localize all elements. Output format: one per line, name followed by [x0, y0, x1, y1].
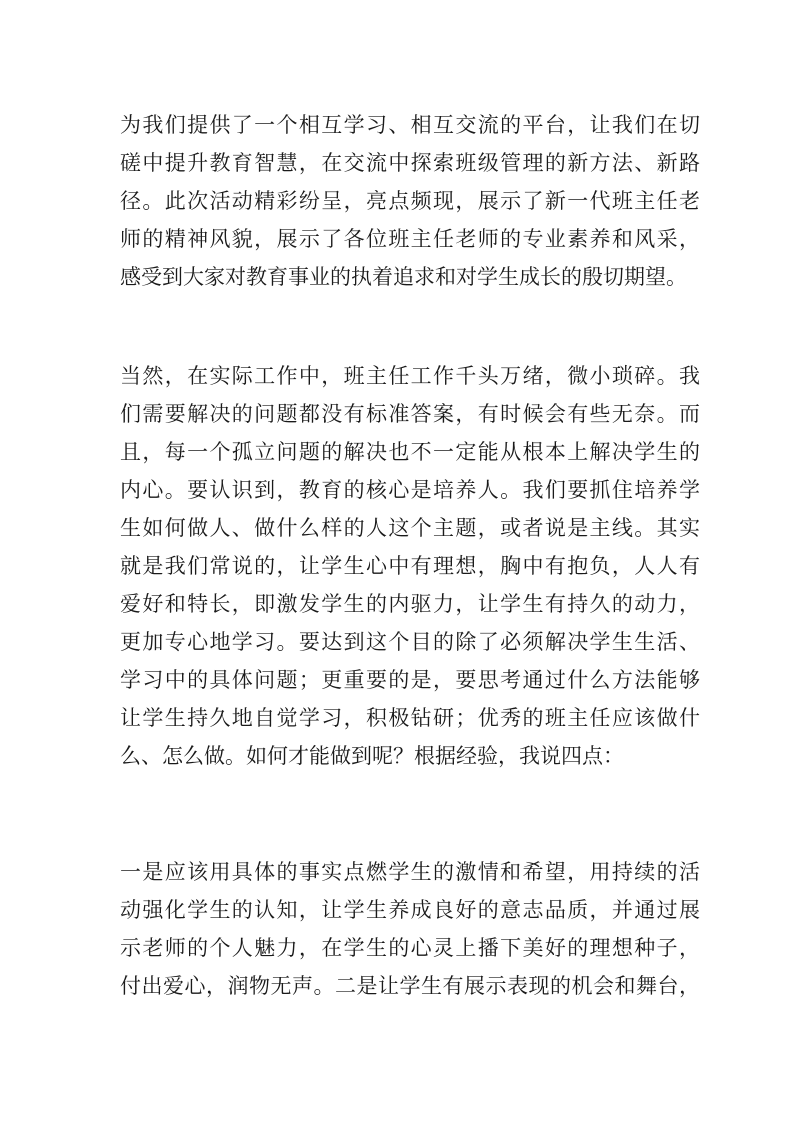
paragraph-work-challenges	[120, 357, 700, 775]
text-line: 们需要解决的问题都没有标准答案，有时候会有些无奈。而	[120, 402, 700, 426]
text-line: 示老师的个人魅力，在学生的心灵上播下美好的理想种子，	[120, 936, 700, 960]
text-line: 一是应该用具体的事实点燃学生的激情和希望，用持续的活	[120, 860, 700, 884]
text-line: 动强化学生的认知，让学生养成良好的意志品质，并通过展	[120, 898, 700, 922]
text-line: 且，每一个孤立问题的解决也不一定能从根本上解决学生的	[120, 440, 700, 464]
text-line: 么、怎么做。如何才能做到呢？根据经验，我说四点：	[120, 744, 624, 768]
text-line: 感受到大家对教育事业的执着追求和对学生成长的殷切期望。	[120, 265, 687, 289]
text-line: 师的精神风貌，展示了各位班主任老师的专业素养和风采，	[120, 227, 700, 251]
text-line: 径。此次活动精彩纷呈，亮点频现，展示了新一代班主任老	[120, 189, 700, 213]
text-line: 当然，在实际工作中，班主任工作千头万绪，微小琐碎。我	[120, 364, 700, 388]
text-line: 就是我们常说的，让学生心中有理想，胸中有抱负，人人有	[120, 554, 700, 578]
text-line: 爱好和特长，即激发学生的内驱力，让学生有持久的动力，	[120, 592, 700, 616]
text-line: 付出爱心，润物无声。二是让学生有展示表现的机会和舞台，	[120, 974, 700, 998]
text-line: 内心。要认识到，教育的核心是培养人。我们要抓住培养学	[120, 478, 700, 502]
paragraph-activity-summary	[120, 106, 700, 296]
text-line: 为我们提供了一个相互学习、相互交流的平台，让我们在切	[120, 113, 700, 137]
paragraph-four-points	[120, 853, 700, 1005]
text-line: 生如何做人、做什么样的人这个主题，或者说是主线。其实	[120, 516, 700, 540]
text-line: 让学生持久地自觉学习，积极钻研；优秀的班主任应该做什	[120, 706, 700, 730]
text-line: 磋中提升教育智慧，在交流中探索班级管理的新方法、新路	[120, 151, 700, 175]
text-line: 更加专心地学习。要达到这个目的除了必须解决学生生活、	[120, 630, 700, 654]
text-line: 学习中的具体问题；更重要的是，要思考通过什么方法能够	[120, 668, 700, 692]
